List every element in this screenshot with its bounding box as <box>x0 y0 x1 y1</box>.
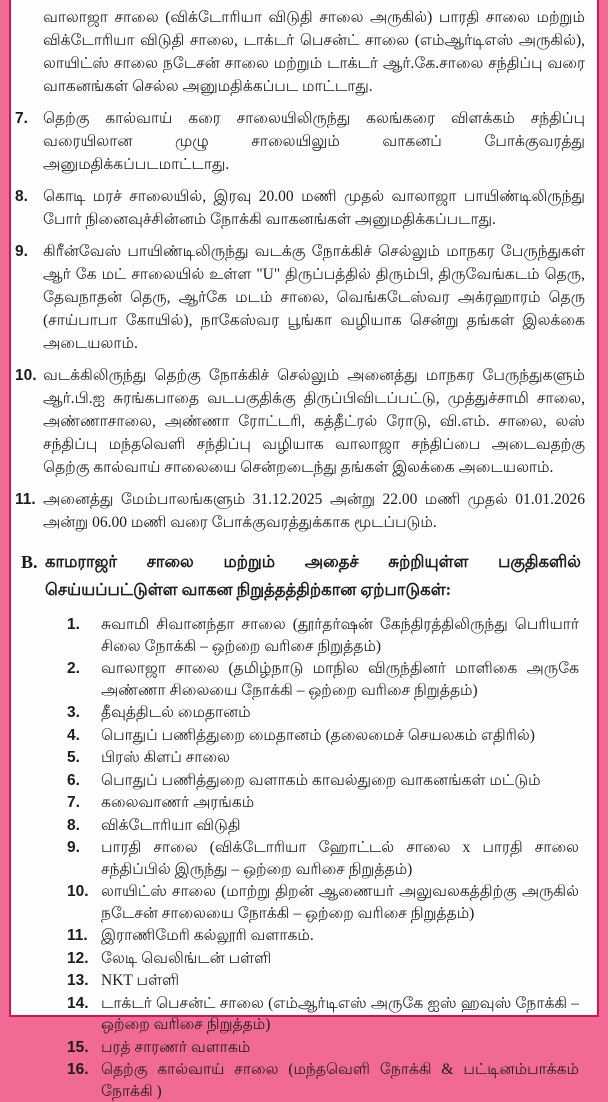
list-item-text: வடக்கிலிருந்து தெற்கு நோக்கிச் செல்லும் அனைத்து மாநகர பேருந்துகளும் ஆர்.பி.ஐ சுரங்கபாதை வடபகுதிக்கு திருப்பிவிடப்பட்டு, முத்துச்சாமி சாலை, அண்ணாசாலை, அண்ணா ரோட்டரி, கத்தீட்ரல் ரோடு, வி.எம். சாலை, லஸ் சந்திப்பு மந்தவெளி சந்திப்பு வழியாக வாலாஜா சந்திப்பை அடைவதற்கு தெற்கு கால்வாய் சாலையை சென்றடைந்து தங்கள் இலக்கை அடையலாம். <box>43 367 585 476</box>
parking-list-item <box>67 725 585 747</box>
list-item-number: 4. <box>67 726 80 744</box>
section-b-heading <box>21 548 585 604</box>
list-item-number: 1. <box>67 616 80 633</box>
parking-list-item <box>67 792 585 814</box>
list-item-text: கலைவாணர் அரங்கம் <box>101 794 255 811</box>
list-item-text: கிரீன்வேஸ் பாயிண்டிலிருந்து வடக்கு நோக்கிச் செல்லும் மாநகர பேருந்துகள் ஆர் கே மட் சாலையில் உள்ள "U" திருப்பத்தில் திரும்பி, திருவேங்கடம் தெரு, தேவநாதன் தெரு, ஆர்கே மடம் சாலை, வெங்கடேஸ்வர அக்ரஹாரம் தெரு (சாய்பாபா கோயில்), நாகேஸ்வர பூங்கா வழியாக சென்று தங்கள் இலக்கை அடையலாம். <box>43 243 585 352</box>
list-item-text: டாக்டர் பெசன்ட் சாலை (எம்ஆர்டிஎஸ் அருகே ஐஸ் ஹவுஸ் நோக்கி – ஒற்றை வரிசை நிறுத்தம்) <box>101 994 579 1033</box>
list-item-number: 11. <box>15 491 36 508</box>
list-item-number: 9. <box>15 243 28 260</box>
parking-list-item <box>67 925 585 947</box>
list-item-number: 7. <box>67 794 80 811</box>
list-item-number: 10. <box>67 883 89 900</box>
section-b-label: B. <box>21 552 38 572</box>
list-item-text: பிரஸ் கிளப் சாலை <box>101 749 230 766</box>
restriction-list-item <box>15 185 585 231</box>
list-item-number: 7. <box>15 110 28 127</box>
list-item-number: 8. <box>15 188 28 205</box>
parking-list-item <box>67 993 585 1036</box>
list-item-text: பொதுப் பணித்துறை மைதானம் (தலைமைச் செயலகம் எதிரில்) <box>101 726 535 744</box>
list-item-number: 14. <box>67 994 89 1012</box>
list-item-text: NKT பள்ளி <box>101 972 180 989</box>
list-item-text: வாலாஜா சாலை (தமிழ்நாடு மாநில விருந்தினர் மாளிகை அருகே அண்ணா சிலையை நோக்கி – ஒற்றை வரிசை நிறுத்தம்) <box>101 660 579 699</box>
restriction-list-item <box>15 107 585 176</box>
list-item-text: கொடி மரச் சாலையில், இரவு 20.00 மணி முதல் வாலாஜா பாயிண்டிலிருந்து போர் நினைவுச்சின்னம் நோக்கி வாகனங்கள் அனுமதிக்கப்படாது. <box>43 188 585 228</box>
list-item-text: அனைத்து மேம்பாலங்களும் 31.12.2025 அன்று 22.00 மணி முதல் 01.01.2026 அன்று 06.00 மணி வரை போக்குவரத்துக்காக மூடப்படும். <box>43 491 585 531</box>
restriction-list-item <box>15 240 585 355</box>
list-item-text: சுவாமி சிவானந்தா சாலை (தூர்தர்ஷன் கேந்திரத்திலிருந்து பெரியார் சிலை நோக்கி – ஒற்றை வரிசை நிறுத்தம்) <box>101 616 579 655</box>
list-item-number: 3. <box>67 704 80 721</box>
parking-list-item <box>67 1037 585 1059</box>
parking-list-item <box>67 1059 585 1102</box>
parking-list-item <box>67 702 585 724</box>
list-item-text: தீவுத்திடல் மைதானம் <box>101 704 251 721</box>
parking-list-item <box>67 614 585 657</box>
list-item-text: தெற்கு கால்வாய் சாலை (மந்தவெளி நோக்கி & பட்டினம்பாக்கம் நோக்கி ) <box>101 1061 579 1100</box>
traffic-restriction-list <box>15 107 585 534</box>
parking-list-item <box>67 881 585 924</box>
parking-list-item <box>67 970 585 992</box>
list-item-number: 16. <box>67 1061 89 1078</box>
list-item-number: 15. <box>67 1038 89 1056</box>
list-item-text: பொதுப் பணித்துறை வளாகம் காவல்துறை வாகனங்கள் மட்டும் <box>101 771 541 789</box>
list-item-number: 11. <box>67 927 88 944</box>
parking-list-item <box>67 837 585 880</box>
list-item-number: 5. <box>67 749 80 766</box>
list-item-text: விக்டோரியா விடுதி <box>101 816 241 834</box>
notice-page <box>9 0 599 1100</box>
parking-list-item <box>67 658 585 701</box>
list-item-text: லாயிட்ஸ் சாலை (மாற்று திறன் ஆணையர் அலுவலகத்திற்கு அருகில் நடேசன் சாலையை நோக்கி – ஒற்றை வரிசை நிறுத்தம்) <box>101 883 579 922</box>
intro-continuation-paragraph: வாலாஜா சாலை (விக்டோரியா விடுதி சாலை அருகில்) பாரதி சாலை மற்றும் விக்டோரியா விடுதி சாலை, டாக்டர் பெசன்ட் சாலை (எம்ஆர்டிஎஸ் அருகில்), லாயிட்ஸ் சாலை நடேசன் சாலை மற்றும் டாக்டர் ஆர்.கே.சாலை சந்திப்பு வரை வாகனங்கள் செல்ல அனுமதிக்கப்பட மாட்டாது. <box>43 9 585 95</box>
parking-list-item <box>67 747 585 769</box>
parking-list-item <box>67 815 585 837</box>
list-item-number: 9. <box>67 839 80 856</box>
notice-content <box>11 0 597 1100</box>
list-item-text: லேடி வெலிங்டன் பள்ளி <box>101 949 272 967</box>
restriction-list-item <box>15 364 585 479</box>
list-item-number: 13. <box>67 972 89 989</box>
list-item-text: இராணிமேரி கல்லூரி வளாகம். <box>101 927 314 944</box>
list-item-number: 8. <box>67 816 80 834</box>
list-item-number: 12. <box>67 949 89 967</box>
list-item-number: 2. <box>67 660 80 677</box>
list-item-number: 10. <box>15 367 37 384</box>
restriction-list-item <box>15 488 585 534</box>
list-item-number: 6. <box>67 771 80 789</box>
parking-list-item <box>67 770 585 792</box>
parking-list-item <box>67 948 585 970</box>
section-b-heading-text: காமராஜர் சாலை மற்றும் அதைச் சுற்றியுள்ள பகுதிகளில் செய்யப்பட்டுள்ள வாகன நிறுத்தத்திற்கான ஏற்பாடுகள்: <box>45 552 581 599</box>
list-item-text: தெற்கு கால்வாய் கரை சாலையிலிருந்து கலங்கரை விளக்கம் சந்திப்பு வரையிலான முழு சாலையிலும் வாகனப் போக்குவரத்து அனுமதிக்கப்படமாட்டாது. <box>43 110 585 173</box>
list-item-text: பரத் சாரணர் வளாகம் <box>101 1038 251 1056</box>
list-item-text: பாரதி சாலை (விக்டோரியா ஹோட்டல் சாலை x பாரதி சாலை சந்திப்பில் இருந்து – ஒற்றை வரிசை நிறுத்தம்) <box>101 839 579 878</box>
parking-arrangement-list <box>67 614 585 1102</box>
